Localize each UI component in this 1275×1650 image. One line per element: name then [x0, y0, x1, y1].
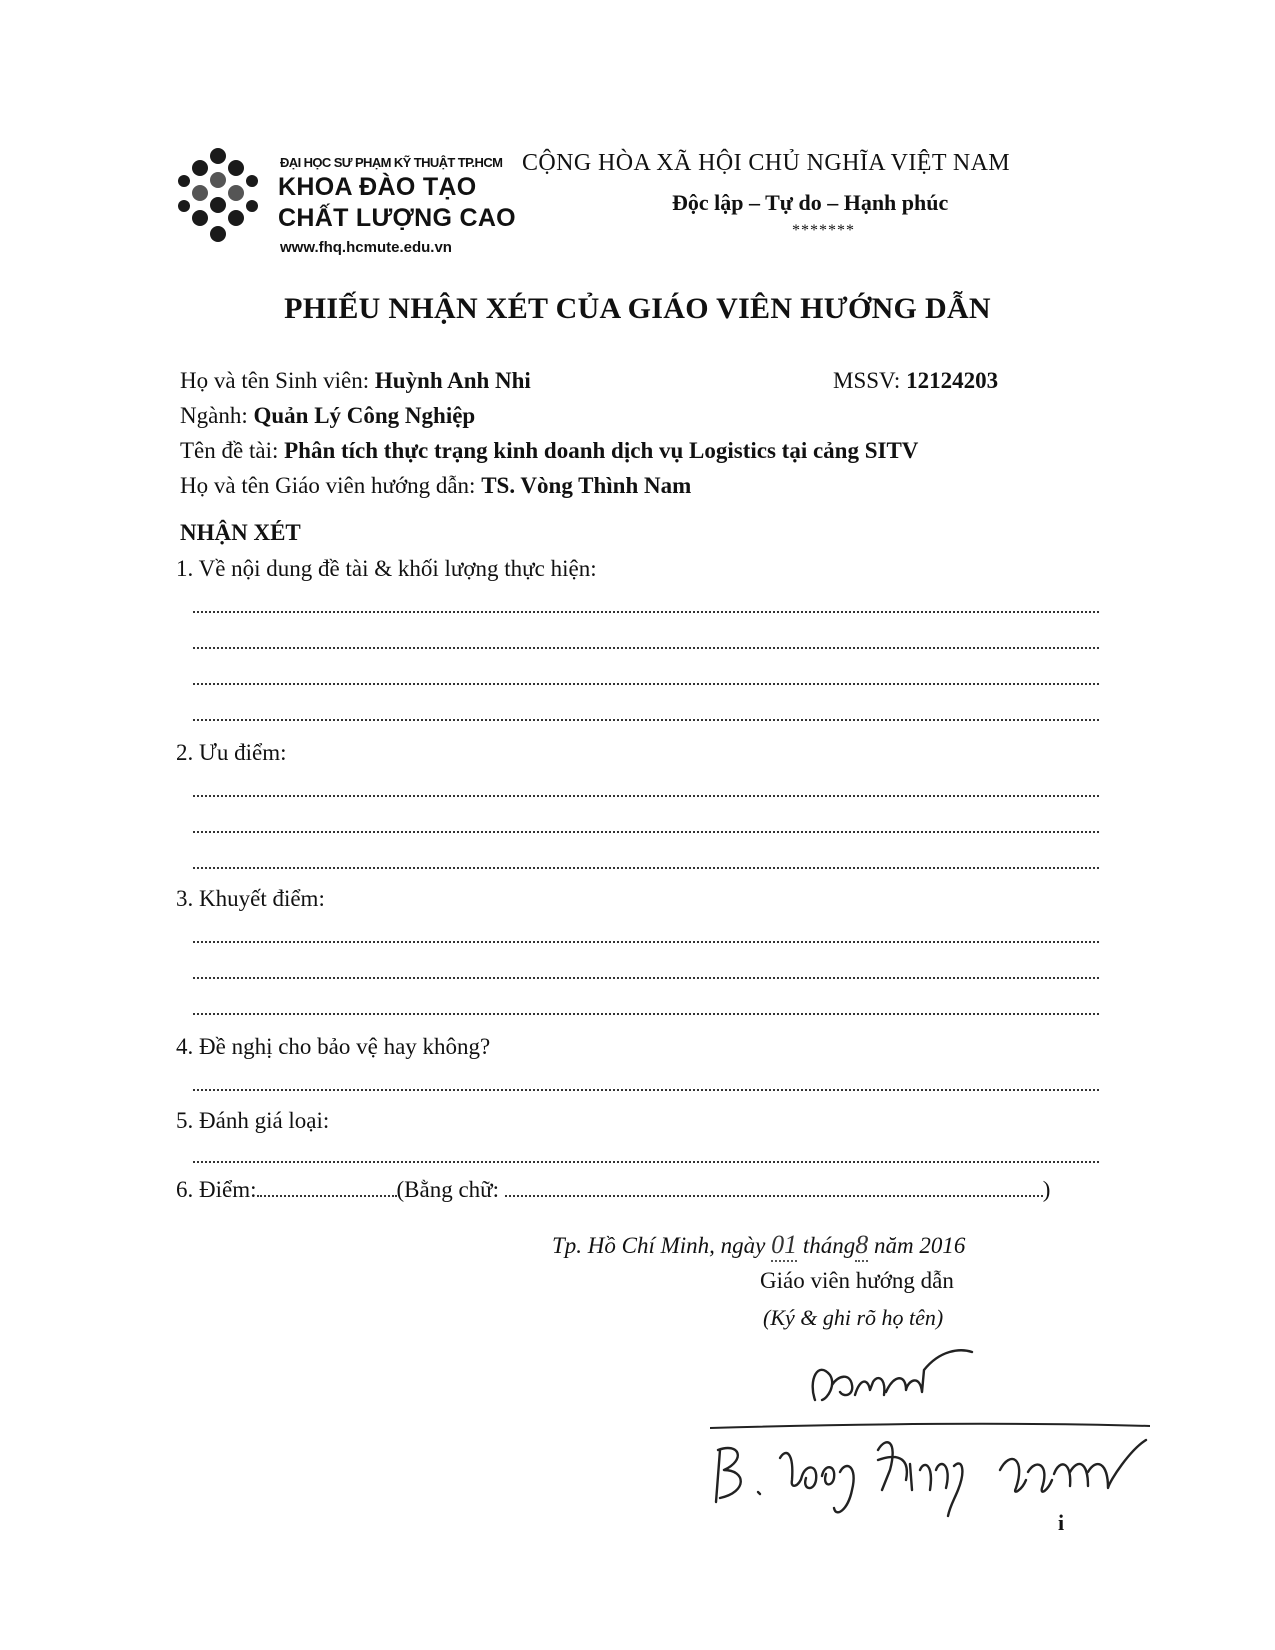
- motto-separator: *******: [792, 222, 855, 239]
- comments-heading: NHẬN XÉT: [180, 520, 301, 545]
- answer-line[interactable]: [193, 977, 1099, 979]
- major-value: Quản Lý Công Nghiệp: [253, 403, 476, 428]
- place-prefix: Tp. Hồ Chí Minh, ngày: [552, 1233, 772, 1258]
- university-name: ĐẠI HỌC SƯ PHẠM KỸ THUẬT TP.HCM: [280, 155, 503, 170]
- student-row: [180, 368, 531, 394]
- faculty-website: www.fhq.hcmute.edu.vn: [280, 239, 452, 256]
- nation-heading: CỘNG HÒA XÃ HỘI CHỦ NGHĨA VIỆT NAM: [522, 150, 1011, 176]
- answer-line[interactable]: [193, 611, 1099, 613]
- question-1: 1. Về nội dung đề tài & khối lượng thực hiện:: [176, 556, 597, 581]
- score-close: ): [1042, 1177, 1051, 1202]
- advisor-value: TS. Vòng Thình Nam: [481, 473, 692, 498]
- year-label: năm 2016: [868, 1233, 966, 1258]
- question-3: 3. Khuyết điểm:: [176, 886, 325, 911]
- faculty-name-line1: KHOA ĐÀO TẠO: [278, 173, 477, 201]
- faculty-name-line2: CHẤT LƯỢNG CAO: [278, 204, 516, 232]
- student-label: Họ và tên Sinh viên:: [180, 368, 375, 393]
- date-month: 8: [855, 1230, 868, 1262]
- answer-line[interactable]: [193, 719, 1099, 721]
- topic-value: Phân tích thực trạng kinh doanh dịch vụ Logistics tại cảng SITV: [284, 438, 919, 463]
- answer-line[interactable]: [193, 867, 1099, 869]
- date-day: 01: [771, 1230, 797, 1262]
- question-4: 4. Đề nghị cho bảo vệ hay không?: [176, 1034, 491, 1059]
- score-input[interactable]: [257, 1177, 397, 1197]
- major-row: [180, 403, 475, 429]
- answer-line[interactable]: [193, 647, 1099, 649]
- mssv-row: [833, 368, 998, 394]
- advisor-label: Họ và tên Giáo viên hướng dẫn:: [180, 473, 482, 498]
- major-label: Ngành:: [180, 403, 254, 428]
- score-words-label: (Bằng chữ:: [396, 1177, 505, 1202]
- answer-line[interactable]: [193, 1089, 1099, 1091]
- month-label: tháng: [797, 1233, 856, 1258]
- national-motto: Độc lập – Tự do – Hạnh phúc: [672, 190, 949, 215]
- answer-line[interactable]: [193, 831, 1099, 833]
- page-title: PHIẾU NHẬN XÉT CỦA GIÁO VIÊN HƯỚNG DẪN: [284, 292, 991, 325]
- answer-line[interactable]: [193, 1161, 1099, 1163]
- place-date: [552, 1230, 965, 1262]
- score-row: [176, 1177, 1050, 1203]
- answer-line[interactable]: [193, 1013, 1099, 1015]
- signature-note: (Ký & ghi rõ họ tên): [763, 1305, 944, 1330]
- question-2: 2. Ưu điểm:: [176, 740, 287, 765]
- score-label: 6. Điểm:: [176, 1177, 257, 1202]
- signer-role: Giáo viên hướng dẫn: [760, 1268, 954, 1293]
- student-name: Huỳnh Anh Nhi: [374, 368, 531, 393]
- handwritten-signature: [710, 1340, 1150, 1530]
- mssv-value: 12124203: [906, 368, 999, 393]
- answer-line[interactable]: [193, 941, 1099, 943]
- topic-row: [180, 438, 918, 464]
- advisor-row: [180, 473, 691, 499]
- score-words-input[interactable]: [505, 1177, 1043, 1197]
- answer-line[interactable]: [193, 683, 1099, 685]
- topic-label: Tên đề tài:: [180, 438, 285, 463]
- page-number: i: [1058, 1510, 1065, 1535]
- answer-line[interactable]: [193, 795, 1099, 797]
- faculty-logo: [178, 148, 258, 246]
- question-5: 5. Đánh giá loại:: [176, 1108, 330, 1133]
- mssv-label: MSSV:: [833, 368, 907, 393]
